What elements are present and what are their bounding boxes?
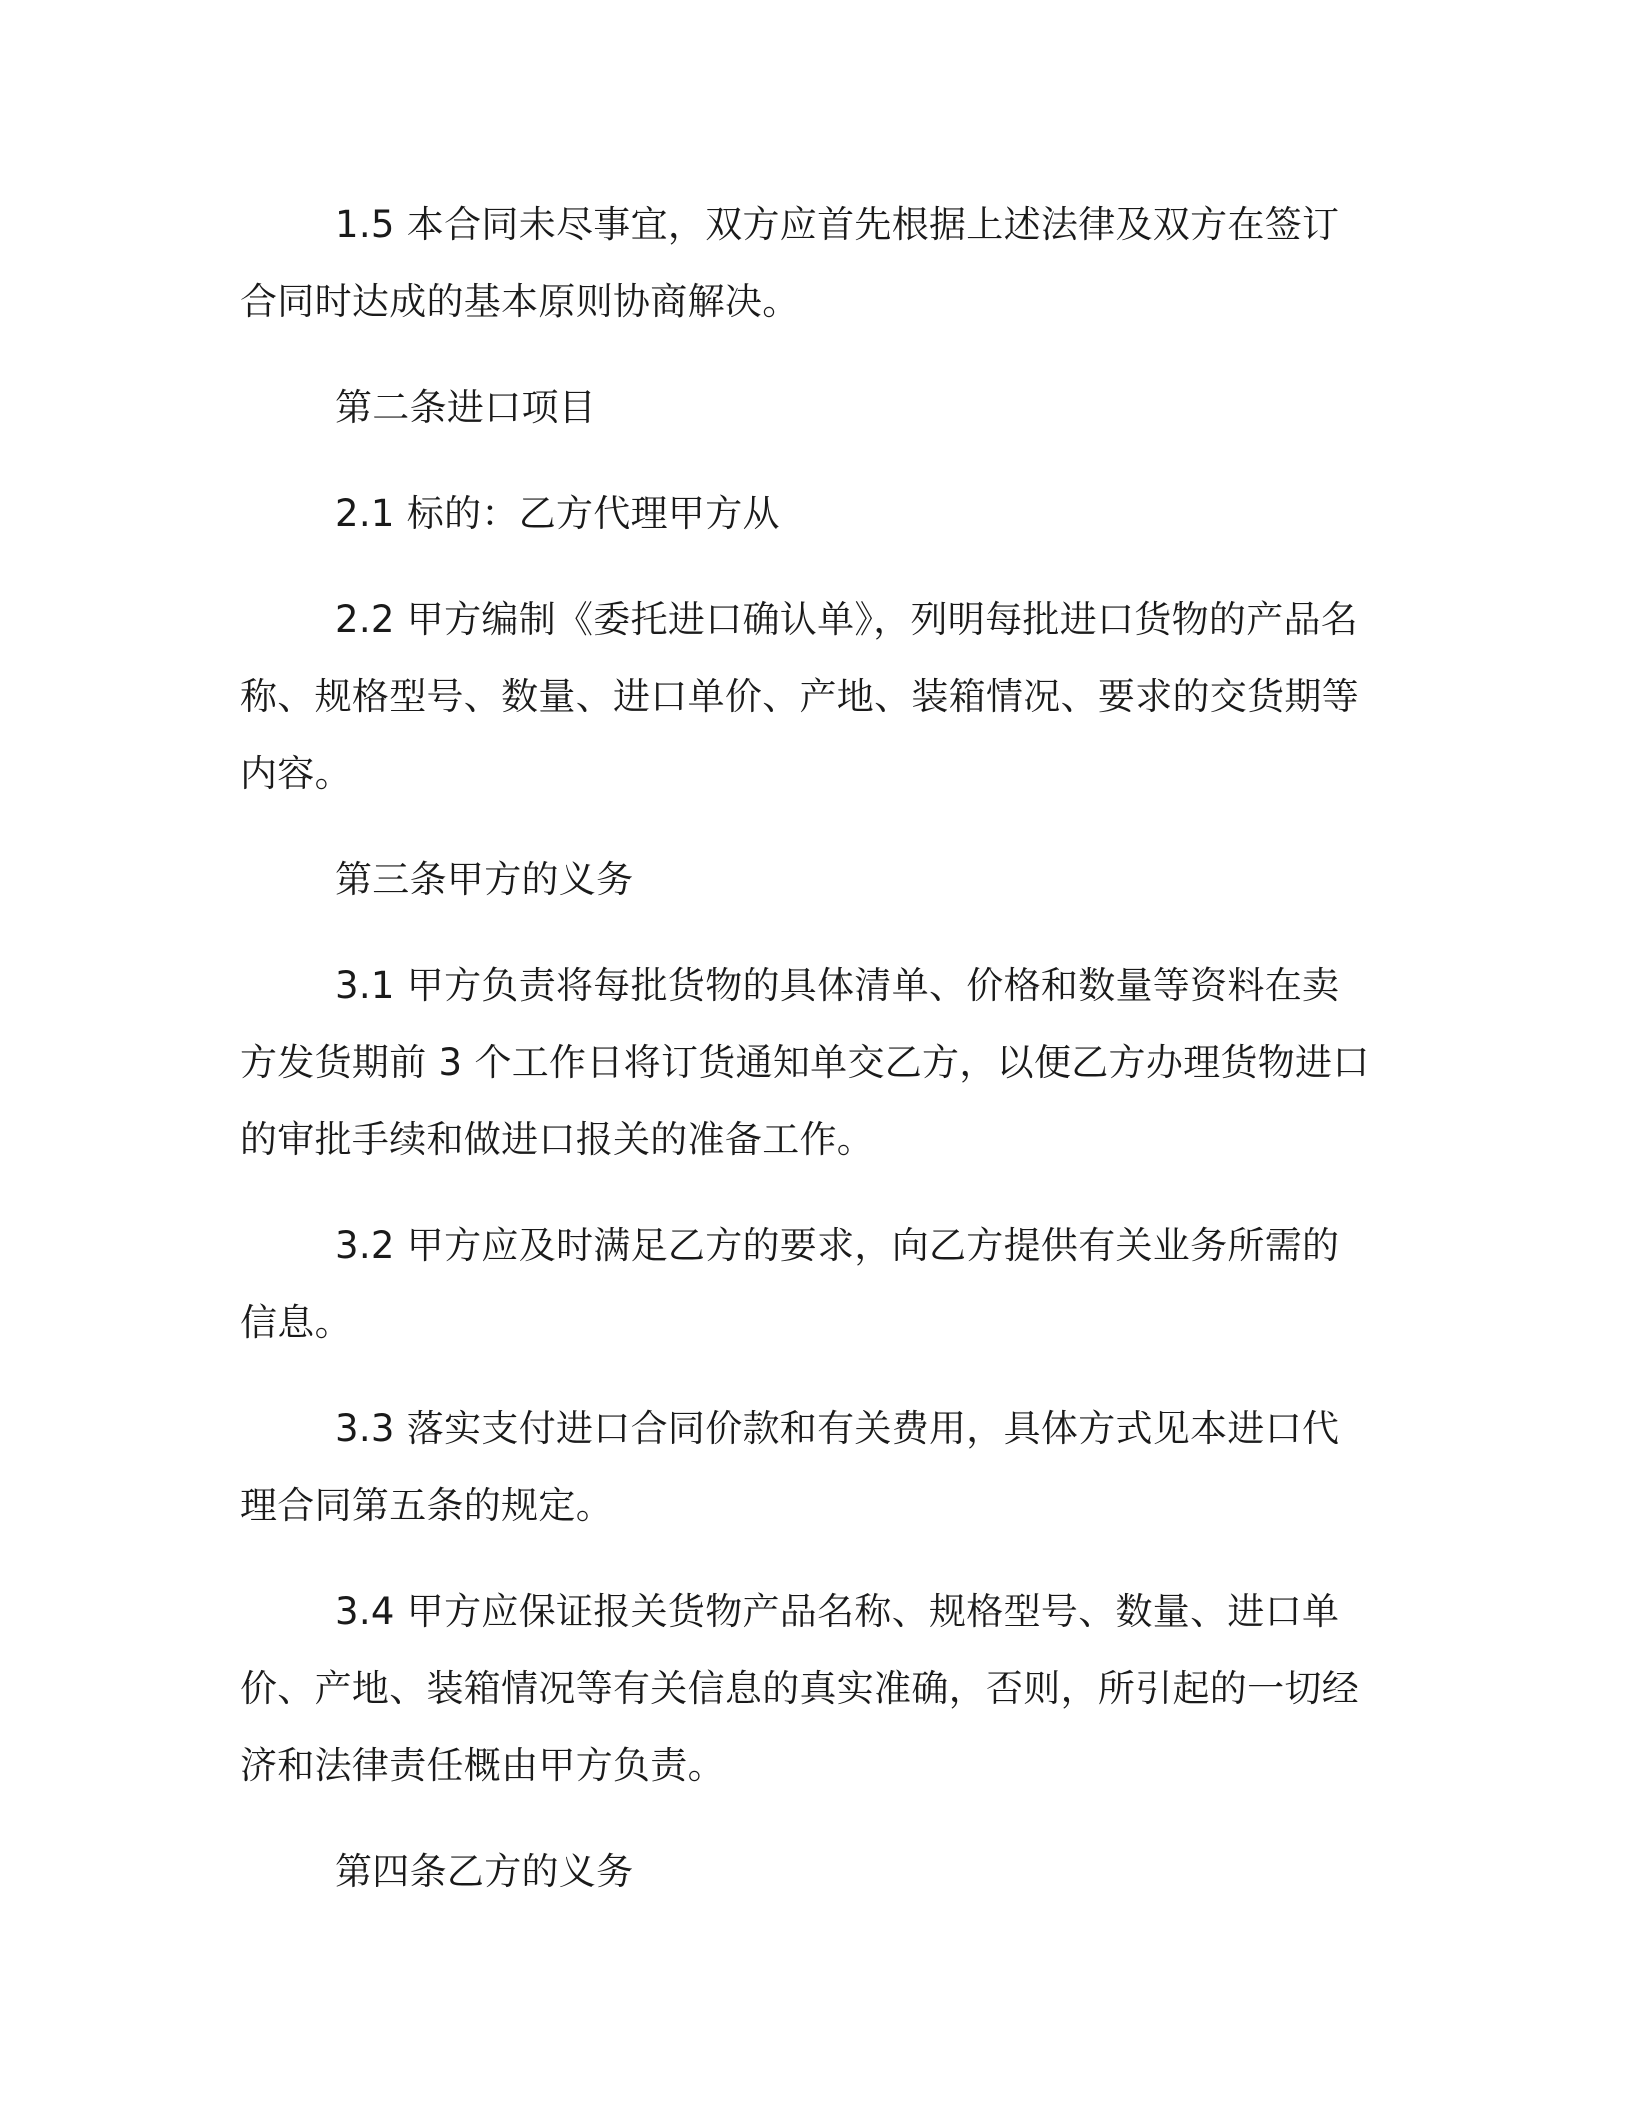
clause-3-2: 3.2 甲方应及时满足乙方的要求，向乙方提供有关业务所需的信息。: [240, 1224, 1340, 1344]
clause-3-3: 3.3 落实支付进口合同价款和有关费用，具体方式见本进口代理合同第五条的规定。: [240, 1407, 1340, 1527]
document-body: [240, 186, 1376, 1939]
clause-1-5: 1.5 本合同未尽事宜，双方应首先根据上述法律及双方在签订合同时达成的基本原则协商解决。: [240, 203, 1340, 323]
clause-3-4: 3.4 甲方应保证报关货物产品名称、规格型号、数量、进口单价、产地、装箱情况等有关信息的真实准确，否则，所引起的一切经济和法律责任概由甲方负责。: [240, 1590, 1359, 1787]
article-2-heading: 第二条进口项目: [335, 386, 597, 429]
clause-2-2: 2.2 甲方编制《委托进口确认单》，列明每批进口货物的产品名称、规格型号、数量、进口单价、产地、装箱情况、要求的交货期等内容。: [240, 598, 1359, 795]
article-4-heading: 第四条乙方的义务: [335, 1850, 634, 1893]
clause-2-1: 2.1 标的：乙方代理甲方从: [335, 492, 780, 535]
article-3-heading: 第三条甲方的义务: [335, 858, 634, 901]
clause-3-1: 3.1 甲方负责将每批货物的具体清单、价格和数量等资料在卖方发货期前 3 个工作日将订货通知单交乙方，以便乙方办理货物进口的审批手续和做进口报关的准备工作。: [240, 964, 1370, 1161]
